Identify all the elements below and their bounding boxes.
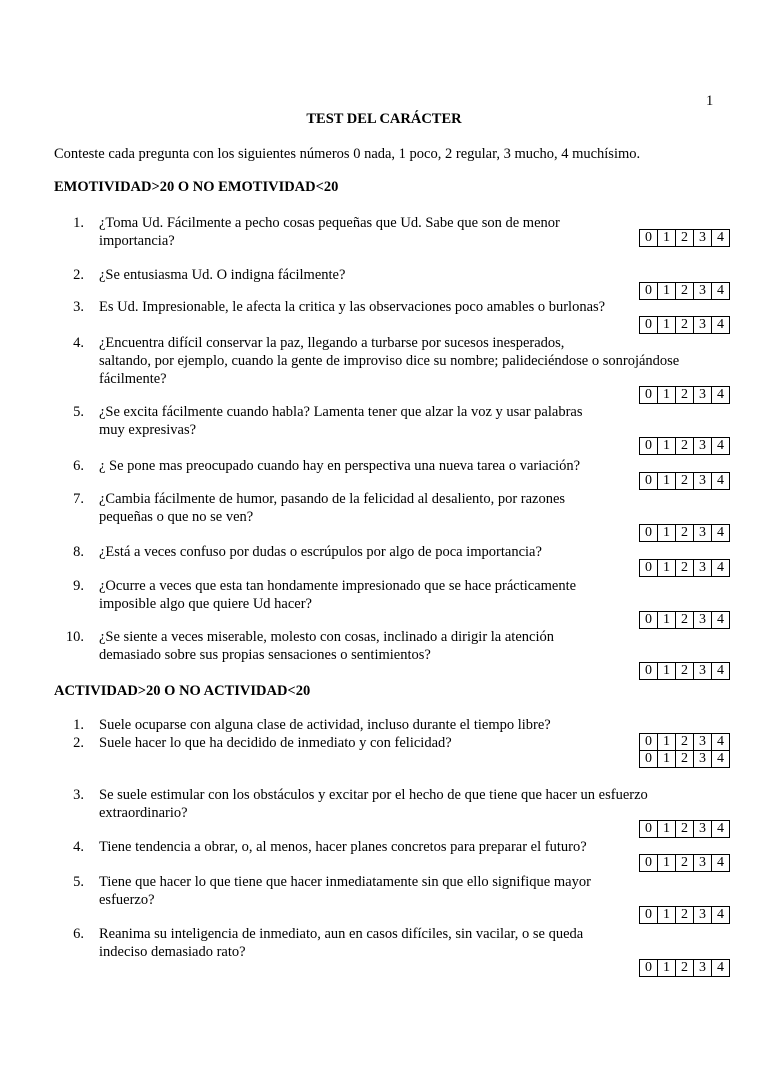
rating-option-3[interactable]: 3	[693, 611, 712, 629]
rating-option-3[interactable]: 3	[693, 472, 712, 490]
rating-option-3[interactable]: 3	[693, 750, 712, 768]
rating-option-4[interactable]: 4	[711, 559, 730, 577]
question-number: 1.	[73, 717, 84, 733]
rating-option-2[interactable]: 2	[675, 959, 694, 977]
rating-option-2[interactable]: 2	[675, 472, 694, 490]
rating-option-4[interactable]: 4	[711, 906, 730, 924]
rating-option-3[interactable]: 3	[693, 282, 712, 300]
question-number: 6.	[73, 926, 84, 942]
question-text: demasiado sobre sus propias sensaciones o sentimientos?	[99, 647, 431, 663]
rating-option-3[interactable]: 3	[693, 906, 712, 924]
question-text: indeciso demasiado rato?	[99, 944, 246, 960]
rating-option-3[interactable]: 3	[693, 820, 712, 838]
rating-option-4[interactable]: 4	[711, 524, 730, 542]
question-number: 2.	[73, 267, 84, 283]
rating-option-0[interactable]: 0	[639, 820, 658, 838]
rating-option-1[interactable]: 1	[657, 437, 676, 455]
rating-option-4[interactable]: 4	[711, 386, 730, 404]
rating-option-1[interactable]: 1	[657, 229, 676, 247]
question-number: 5.	[73, 874, 84, 890]
section-heading: ACTIVIDAD>20 O NO ACTIVIDAD<20	[54, 683, 311, 699]
question-text: saltando, por ejemplo, cuando la gente de improviso dice su nombre; palideciéndose o sonrojándose	[99, 353, 680, 369]
rating-option-2[interactable]: 2	[675, 524, 694, 542]
question-text: ¿Cambia fácilmente de humor, pasando de la felicidad al desaliento, por razones	[99, 491, 566, 507]
rating-option-4[interactable]: 4	[711, 316, 730, 334]
rating-option-2[interactable]: 2	[675, 437, 694, 455]
rating-option-0[interactable]: 0	[639, 959, 658, 977]
rating-scale	[639, 437, 730, 454]
question-text: ¿ Se pone mas preocupado cuando hay en perspectiva una nueva tarea o variación?	[99, 458, 581, 474]
question-text: imposible algo que quiere Ud hacer?	[99, 596, 312, 612]
question-text: Suele ocuparse con alguna clase de actividad, incluso durante el tiempo libre?	[99, 717, 551, 733]
rating-option-1[interactable]: 1	[657, 386, 676, 404]
rating-option-1[interactable]: 1	[657, 559, 676, 577]
rating-option-3[interactable]: 3	[693, 959, 712, 977]
question-number: 4.	[73, 335, 84, 351]
question-text: ¿Se entusiasma Ud. O indigna fácilmente?	[99, 267, 346, 283]
question-number: 7.	[73, 491, 84, 507]
question-text: ¿Se siente a veces miserable, molesto con cosas, inclinado a dirigir la atención	[99, 629, 554, 645]
rating-option-1[interactable]: 1	[657, 750, 676, 768]
rating-scale	[639, 472, 730, 489]
rating-option-1[interactable]: 1	[657, 854, 676, 872]
rating-option-2[interactable]: 2	[675, 820, 694, 838]
rating-option-2[interactable]: 2	[675, 229, 694, 247]
rating-option-1[interactable]: 1	[657, 662, 676, 680]
question-text: ¿Se excita fácilmente cuando habla? Lamenta tener que alzar la voz y usar palabras	[99, 404, 583, 420]
rating-option-0[interactable]: 0	[639, 733, 658, 751]
rating-option-2[interactable]: 2	[675, 854, 694, 872]
rating-option-1[interactable]: 1	[657, 733, 676, 751]
question-text: Es Ud. Impresionable, le afecta la critica y las observaciones poco amables o burlonas?	[99, 299, 606, 315]
rating-scale	[639, 820, 730, 837]
rating-option-1[interactable]: 1	[657, 611, 676, 629]
question-text: ¿Encuentra difícil conservar la paz, llegando a turbarse por sucesos inesperados,	[99, 335, 565, 351]
rating-option-4[interactable]: 4	[711, 750, 730, 768]
rating-option-1[interactable]: 1	[657, 906, 676, 924]
rating-option-4[interactable]: 4	[711, 820, 730, 838]
question-number: 4.	[73, 839, 84, 855]
question-number: 3.	[73, 299, 84, 315]
rating-option-0[interactable]: 0	[639, 282, 658, 300]
rating-option-2[interactable]: 2	[675, 733, 694, 751]
rating-option-2[interactable]: 2	[675, 906, 694, 924]
rating-option-1[interactable]: 1	[657, 524, 676, 542]
question-number: 10.	[65, 629, 84, 645]
rating-option-2[interactable]: 2	[675, 750, 694, 768]
rating-option-0[interactable]: 0	[639, 662, 658, 680]
section-heading: EMOTIVIDAD>20 O NO EMOTIVIDAD<20	[54, 179, 339, 195]
question-text: Suele hacer lo que ha decidido de inmediato y con felicidad?	[99, 735, 452, 751]
question-number: 6.	[73, 458, 84, 474]
question-number: 8.	[73, 544, 84, 560]
question-number: 2.	[73, 735, 84, 751]
page-number: 1	[706, 93, 714, 109]
rating-scale	[639, 316, 730, 333]
rating-option-0[interactable]: 0	[639, 750, 658, 768]
question-text: ¿Está a veces confuso por dudas o escrúpulos por algo de poca importancia?	[99, 544, 542, 560]
rating-option-1[interactable]: 1	[657, 316, 676, 334]
rating-option-2[interactable]: 2	[675, 559, 694, 577]
rating-option-0[interactable]: 0	[639, 437, 658, 455]
rating-scale	[639, 750, 730, 767]
rating-scale	[639, 524, 730, 541]
question-text: importancia?	[99, 233, 175, 249]
rating-option-3[interactable]: 3	[693, 316, 712, 334]
question-text: fácilmente?	[99, 371, 167, 387]
rating-option-0[interactable]: 0	[639, 472, 658, 490]
rating-option-4[interactable]: 4	[711, 437, 730, 455]
rating-option-3[interactable]: 3	[693, 229, 712, 247]
question-number: 3.	[73, 787, 84, 803]
question-text: Tiene que hacer lo que tiene que hacer inmediatamente sin que ello signifique mayor	[99, 874, 591, 890]
question-text: esfuerzo?	[99, 892, 155, 908]
rating-option-1[interactable]: 1	[657, 282, 676, 300]
rating-option-3[interactable]: 3	[693, 854, 712, 872]
rating-scale	[639, 559, 730, 576]
rating-scale	[639, 733, 730, 750]
rating-option-4[interactable]: 4	[711, 959, 730, 977]
rating-option-4[interactable]: 4	[711, 229, 730, 247]
rating-scale	[639, 906, 730, 923]
rating-option-2[interactable]: 2	[675, 316, 694, 334]
rating-option-1[interactable]: 1	[657, 472, 676, 490]
rating-option-0[interactable]: 0	[639, 524, 658, 542]
rating-scale	[639, 854, 730, 871]
question-text: Tiene tendencia a obrar, o, al menos, hacer planes concretos para preparar el futuro?	[99, 839, 587, 855]
rating-option-4[interactable]: 4	[711, 472, 730, 490]
rating-option-0[interactable]: 0	[639, 229, 658, 247]
question-text: Se suele estimular con los obstáculos y excitar por el hecho de que tiene que hacer un esfuerzo	[99, 787, 648, 803]
rating-option-0[interactable]: 0	[639, 386, 658, 404]
question-text: ¿Ocurre a veces que esta tan hondamente impresionado que se hace prácticamente	[99, 578, 577, 594]
question-text: ¿Toma Ud. Fácilmente a pecho cosas pequeñas que Ud. Sabe que son de menor	[99, 215, 560, 231]
rating-option-4[interactable]: 4	[711, 282, 730, 300]
rating-option-3[interactable]: 3	[693, 386, 712, 404]
rating-scale	[639, 229, 730, 246]
rating-option-4[interactable]: 4	[711, 733, 730, 751]
rating-option-4[interactable]: 4	[711, 854, 730, 872]
page-title: TEST DEL CARÁCTER	[306, 111, 462, 127]
question-number: 5.	[73, 404, 84, 420]
rating-option-0[interactable]: 0	[639, 854, 658, 872]
rating-option-4[interactable]: 4	[711, 662, 730, 680]
rating-option-0[interactable]: 0	[639, 316, 658, 334]
rating-option-1[interactable]: 1	[657, 959, 676, 977]
rating-option-3[interactable]: 3	[693, 662, 712, 680]
question-number: 9.	[73, 578, 84, 594]
rating-scale	[639, 282, 730, 299]
rating-option-2[interactable]: 2	[675, 282, 694, 300]
rating-option-2[interactable]: 2	[675, 386, 694, 404]
instructions: Conteste cada pregunta con los siguientes números 0 nada, 1 poco, 2 regular, 3 mucho, 4 muchísimo.	[54, 146, 641, 162]
question-text: Reanima su inteligencia de inmediato, aun en casos difíciles, sin vacilar, o se queda	[99, 926, 584, 942]
rating-option-2[interactable]: 2	[675, 611, 694, 629]
rating-scale	[639, 662, 730, 679]
rating-option-0[interactable]: 0	[639, 906, 658, 924]
rating-option-0[interactable]: 0	[639, 559, 658, 577]
rating-option-1[interactable]: 1	[657, 820, 676, 838]
rating-option-3[interactable]: 3	[693, 559, 712, 577]
rating-option-2[interactable]: 2	[675, 662, 694, 680]
question-number: 1.	[73, 215, 84, 231]
rating-scale	[639, 611, 730, 628]
question-text: extraordinario?	[99, 805, 188, 821]
rating-scale	[639, 386, 730, 403]
rating-scale	[639, 959, 730, 976]
rating-option-3[interactable]: 3	[693, 733, 712, 751]
question-text: muy expresivas?	[99, 422, 197, 438]
rating-option-3[interactable]: 3	[693, 437, 712, 455]
question-text: pequeñas o que no se ven?	[99, 509, 254, 525]
rating-option-4[interactable]: 4	[711, 611, 730, 629]
rating-option-3[interactable]: 3	[693, 524, 712, 542]
rating-option-0[interactable]: 0	[639, 611, 658, 629]
